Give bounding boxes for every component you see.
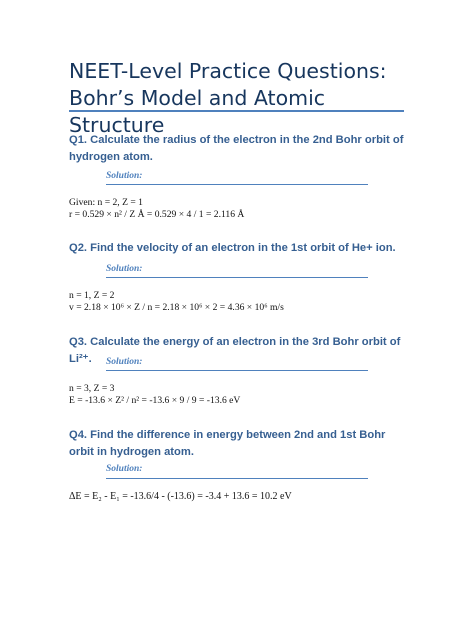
answer-line: Given: n = 2, Z = 1	[69, 197, 143, 208]
answer-line: r = 0.529 × n² / Z Å = 0.529 × 4 / 1 = 2.116 Å	[69, 209, 245, 220]
page-title: NEET-Level Practice Questions: Bohr’s Model and Atomic Structure	[69, 59, 387, 137]
solution-label-1: Solution:	[106, 171, 143, 181]
question-1: Q1. Calculate the radius of the electron in the 2nd Bohr orbit of hydrogen atom.	[69, 134, 404, 163]
question-4: Q4. Find the difference in energy between 2nd and 1st Bohr orbit in hydrogen atom.	[69, 429, 386, 458]
answer-line: v = 2.18 × 10⁶ × Z / n = 2.18 × 10⁶ × 2 = 4.36 × 10⁶ m/s	[69, 302, 284, 313]
title-divider	[69, 110, 404, 112]
solution-divider-3	[106, 370, 368, 371]
solution-divider-4	[106, 478, 368, 479]
solution-divider-1	[106, 184, 368, 185]
solution-label-2: Solution:	[106, 264, 143, 274]
solution-label-4: Solution:	[106, 464, 143, 474]
question-2: Q2. Find the velocity of an electron in the 1st orbit of He+ ion.	[69, 242, 396, 254]
solution-divider-2	[106, 277, 368, 278]
answer-line: E = -13.6 × Z² / n² = -13.6 × 9 / 9 = -13.6 eV	[69, 395, 241, 406]
answer-line: n = 3, Z = 3	[69, 383, 115, 394]
answer-line: n = 1, Z = 2	[69, 290, 115, 301]
solution-label-3: Solution:	[106, 357, 143, 367]
answer-line: ΔE = E₂ - E₁ = -13.6/4 - (-13.6) = -3.4 + 13.6 = 10.2 eV	[69, 491, 292, 502]
answer-4	[69, 491, 292, 503]
answer-2	[69, 290, 284, 314]
answer-3	[69, 383, 240, 407]
question-3: Q3. Calculate the energy of an electron in the 3rd Bohr orbit of Li²⁺.	[69, 336, 401, 365]
answer-1	[69, 197, 244, 221]
